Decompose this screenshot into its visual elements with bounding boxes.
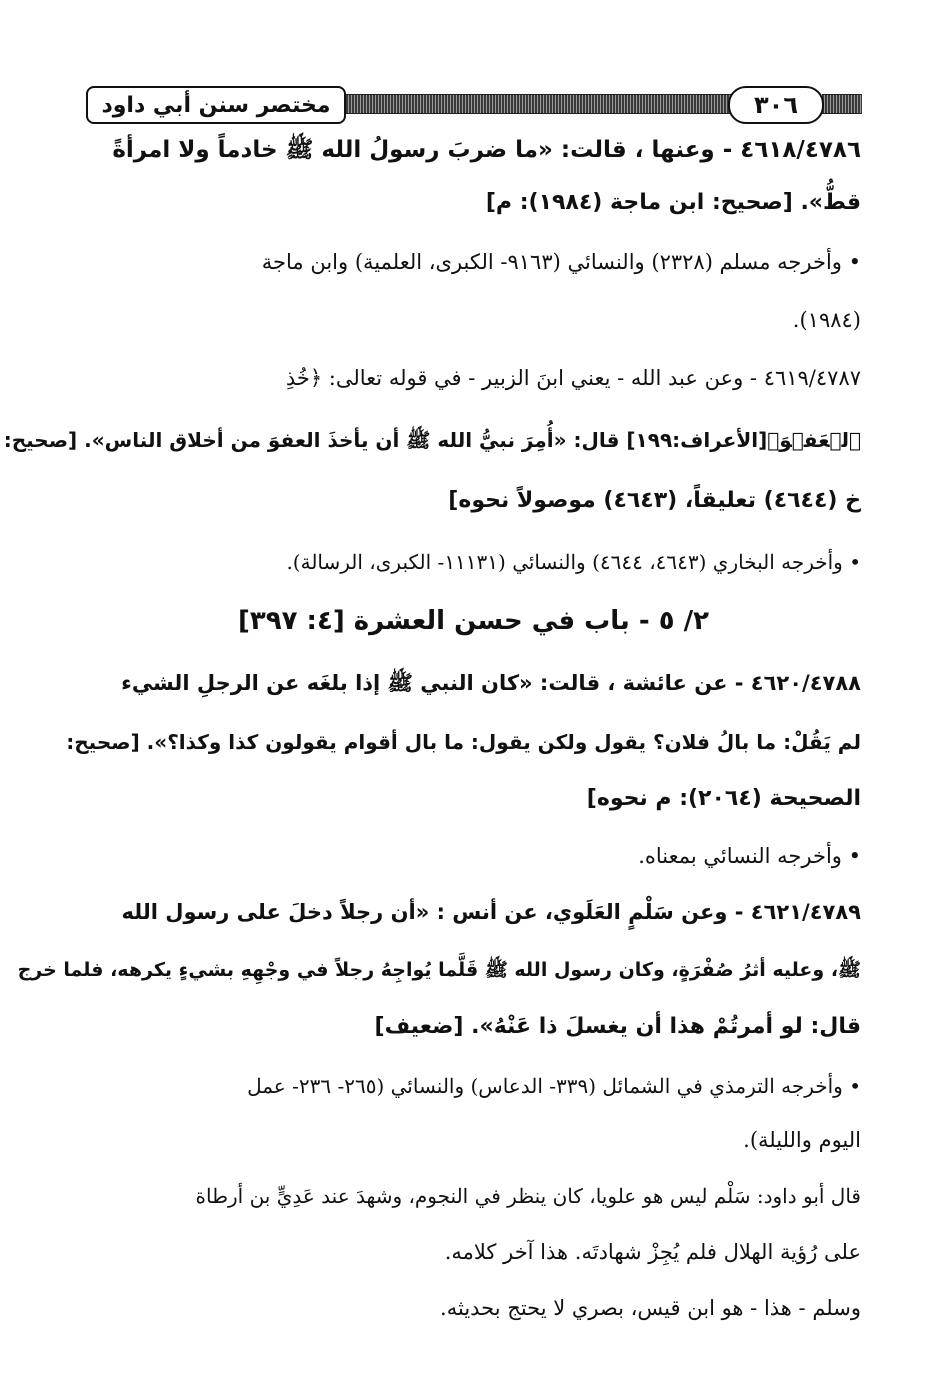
hadith-4789-line-1: ٤٦٢١/٤٧٨٩ - وعن سَلْمٍ العَلَوي، عن أنس : «أن رجلاً دخلَ على رسول الله: [121, 900, 861, 924]
author-comment-line-1: قال أبو داود: سَلْم ليس هو علويا، كان ينظر في النجوم، وشهدَ عند عَدِيٍّ بن أرطاة: [195, 1184, 861, 1208]
hadith-4787-line-1: ٤٦١٩/٤٧٨٧ - وعن عبد الله - يعني ابنَ الزبير - في قوله تعالى: ﴿خُذِ: [285, 366, 861, 390]
hadith-4787-line-2: ٱلۡعَفۡوَ﴾[الأعراف:١٩٩] قال: «أُمِرَ نبيُّ الله ﷺ أن يأخذَ العفوَ من أخلاق الناس». [صحيح:: [3, 428, 861, 452]
hadith-4786-line-1: ٤٦١٨/٤٧٨٦ - وعنها ، قالت: «ما ضربَ رسولُ الله ﷺ خادماً ولا امرأةً: [112, 137, 861, 163]
hadith-4788-line-2: لم يَقُلْ: ما بالُ فلان؟ يقول ولكن يقول: ما بال أقوام يقولون كذا وكذا؟». [صحيح:: [66, 730, 861, 754]
hadith-4789-line-2: ﷺ، وعليه أثرُ صُفْرَةٍ، وكان رسول الله ﷺ قَلَّما يُواجِهُ رجلاً في وجْهِهِ بشيءٍ يكرهه، فلما خرج: [17, 959, 861, 981]
author-comment-line-3: وسلم - هذا - هو ابن قيس، بصري لا يحتج بحديثه.: [440, 1296, 861, 1320]
note-4788-line-1: • وأخرجه النسائي بمعناه.: [638, 844, 861, 868]
hadith-4786-line-2: قطُّ». [صحيح: ابن ماجة (١٩٨٤): م]: [485, 190, 861, 215]
note-4786-line-1: • وأخرجه مسلم (٢٣٢٨) والنسائي (٩١٦٣- الكبرى، العلمية) وابن ماجة: [261, 250, 861, 274]
note-4789-line-1: • وأخرجه الترمذي في الشمائل (٣٣٩- الدعاس) والنسائي (٢٦٥- ٢٣٦- عمل: [247, 1074, 861, 1098]
header-ornament-bar: [340, 94, 770, 114]
author-comment-line-2: على رُؤية الهلال فلم يُجِزْ شهادتَه. هذا آخر كلامه.: [444, 1240, 861, 1264]
book-title: مختصر سنن أبي داود: [86, 86, 346, 124]
section-heading: ٢/ ٥ - باب في حسن العشرة [٤: ٣٩٧]: [237, 606, 710, 636]
header-ornament-cap: [822, 94, 862, 114]
note-4787-line-1: • وأخرجه البخاري (٤٦٤٣، ٤٦٤٤) والنسائي (١١١٣١- الكبرى، الرسالة).: [286, 550, 861, 574]
hadith-4788-line-3: الصحيحة (٢٠٦٤): م نحوه]: [586, 786, 861, 811]
hadith-4788-line-1: ٤٦٢٠/٤٧٨٨ - عن عائشة ، قالت: «كان النبي ﷺ إذا بلغَه عن الرجلِ الشيء: [121, 671, 861, 695]
note-4789-line-2: اليوم والليلة).: [743, 1128, 861, 1152]
hadith-4789-line-3: قال: لو أمرتُمْ هذا أن يغسلَ ذا عَنْهُ». [ضعيف]: [374, 1014, 861, 1039]
note-4786-line-2: (١٩٨٤).: [792, 308, 861, 332]
page-number: ٣٠٦: [728, 86, 824, 124]
running-header: [82, 86, 862, 122]
hadith-4787-line-3: خ (٤٦٤٤) تعليقاً، (٤٦٤٣) موصولاً نحوه]: [448, 488, 861, 513]
